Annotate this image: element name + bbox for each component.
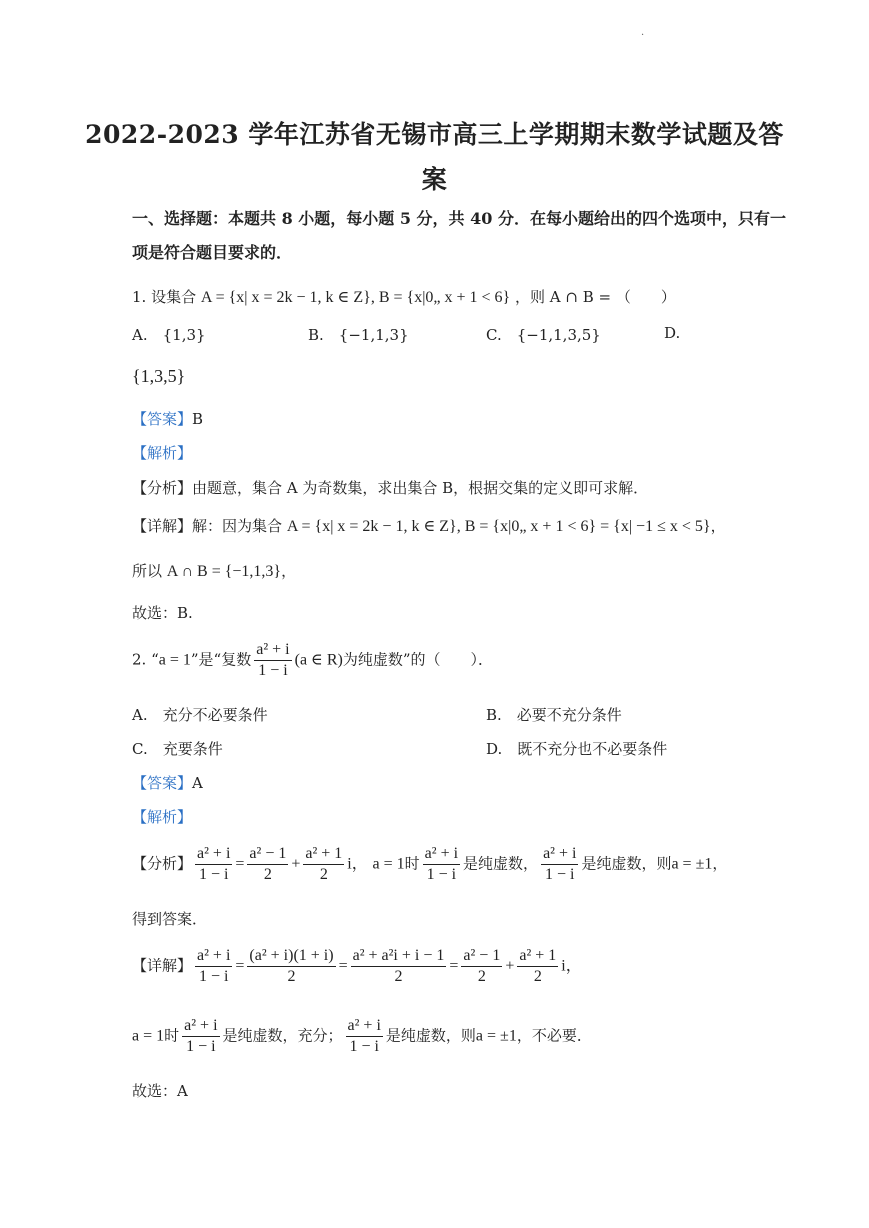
stem-tail: 为纯虚数”的（ ）． <box>342 650 494 669</box>
text: 是纯虚数， <box>463 854 539 873</box>
conclusion-expression: A ∩ B = {−1,1,3} <box>166 563 282 580</box>
quote-open: “ <box>151 650 159 669</box>
fenxi-tag: 【分析】 <box>132 479 193 497</box>
conclusion-lead: 所以 <box>132 562 163 580</box>
fraction: $\frac{\text{a² − 1}}{2}$ <box>463 947 501 985</box>
question-tail: ，则 A ∩ B = （ ） <box>515 288 676 306</box>
plus-sign: + <box>505 957 515 975</box>
option-b: B. {−1,1,3} <box>308 326 409 344</box>
option-c: C. 充要条件 <box>132 740 223 758</box>
choose-line-1: 故选：B. <box>132 604 193 622</box>
question-number: 2. <box>132 650 147 669</box>
detail-line-2 <box>132 946 582 987</box>
text: 是纯虚数，则 <box>581 854 672 873</box>
question-number: 1. <box>132 288 147 306</box>
condition-expression: a = 1 <box>132 1027 165 1045</box>
fraction: $\frac{\text{a² + i}}{1 - i}$ <box>347 1017 381 1055</box>
text: 时 <box>404 854 420 873</box>
equals-sign: = <box>338 957 348 975</box>
detail-tail: ， <box>710 517 726 535</box>
answer-line-1 <box>132 408 203 429</box>
imaginary-unit: i， <box>347 855 368 873</box>
fraction: $\frac{\text{a² − 1}}{2}$ <box>249 845 287 883</box>
question-lead: 设集合 <box>151 288 197 306</box>
result-expression: a = ±1 <box>671 855 713 873</box>
answer-value: B <box>192 410 204 428</box>
page-title-line1: 2022-2023 学年江苏省无锡市高三上学期期末数学试题及答 <box>85 120 784 149</box>
fraction: $\frac{\text{a² + i}}{1 - i}$ <box>197 845 231 883</box>
section-heading-line1: 一、选择题：本题共 8 小题，每小题 5 分，共 40 分．在每小题给出的四个选项中，只有一 <box>132 209 786 228</box>
equals-sign: = <box>449 957 459 975</box>
fraction: $\frac{\text{a² + 1}}{2}$ <box>519 947 557 985</box>
option-b: B. 必要不充分条件 <box>486 706 622 724</box>
option-d-value: {1,3,5} <box>132 366 186 386</box>
fraction: $\frac{\text{a² + i}}{1 - i}$ <box>543 845 577 883</box>
equals-sign: = <box>235 957 245 975</box>
answer-tag: 【答案】 <box>132 410 193 428</box>
text: 时 <box>164 1026 180 1045</box>
detail-lead: 解：因为集合 <box>192 517 283 535</box>
fenxi-line-1 <box>132 477 648 498</box>
detail-line-1 <box>132 515 726 536</box>
question-1-stem <box>132 286 676 307</box>
option-a: A. 充分不必要条件 <box>132 706 268 724</box>
conclusion-line-1 <box>132 560 296 581</box>
fraction: $\frac{\text{a² + i}}{1 - i}$ <box>256 641 290 679</box>
result-expression: a = ±1 <box>475 1027 517 1045</box>
fraction: $\frac{\text{a² + a²i + i − 1}}{2}$ <box>352 947 445 985</box>
option-d: D. <box>664 324 681 342</box>
fraction: $\frac{\text{a² + i}}{1 - i}$ <box>184 1017 218 1055</box>
fenxi-line-2 <box>132 844 727 885</box>
condition-expression: a = 1 <box>158 651 191 669</box>
question-2-stem <box>132 640 493 681</box>
conclusion-tail: ， <box>281 562 297 580</box>
analysis-tag-2: 【解析】 <box>132 808 193 826</box>
fraction: $\frac{\text{(a² + i)(1 + i)}}{2}$ <box>249 947 334 985</box>
detail-expression: A = {x| x = 2k − 1, k ∈ Z}, B = {x|0„ x + 1 < 6} = {x| −1 ≤ x < 5} <box>286 518 711 535</box>
imaginary-unit: i， <box>561 957 582 975</box>
stem-mid: ”是“复数 <box>190 650 252 669</box>
set-expression: A = {x| x = 2k − 1, k ∈ Z}, B = {x|0„ x + 1 < 6} <box>200 289 511 306</box>
detail-tag: 【详解】 <box>132 956 193 975</box>
answer-line-2 <box>132 772 203 793</box>
text: 是纯虚数，则 <box>385 1026 476 1045</box>
fraction: $\frac{\text{a² + 1}}{2}$ <box>305 845 343 883</box>
section-heading-line2: 项是符合题目要求的． <box>132 243 293 262</box>
fraction: $\frac{\text{a² + i}}{1 - i}$ <box>197 947 231 985</box>
option-d: D. 既不充分也不必要条件 <box>486 740 668 758</box>
option-c: C. {−1,1,3,5} <box>486 326 601 344</box>
detail-line-2b <box>132 1016 592 1057</box>
condition-expression: a = 1 <box>372 855 405 873</box>
option-a: A. {1,3} <box>132 326 206 344</box>
fenxi-line-2b: 得到答案． <box>132 910 208 928</box>
fenxi-text: 由题意，集合 A 为奇数集，求出集合 B，根据交集的定义即可求解． <box>192 479 649 497</box>
detail-tag: 【详解】 <box>132 517 193 535</box>
domain-expression: (a ∈ R) <box>294 651 343 669</box>
fenxi-tag: 【分析】 <box>132 854 193 873</box>
plus-sign: + <box>291 855 301 873</box>
answer-value: A <box>192 774 203 792</box>
choose-line-2: 故选：A <box>132 1082 188 1100</box>
text: ，不必要． <box>516 1026 592 1045</box>
corner-mark: · <box>641 30 645 41</box>
page-title-line2: 案 <box>421 165 448 194</box>
equals-sign: = <box>235 855 245 873</box>
text: 是纯虚数，充分； <box>222 1026 343 1045</box>
answer-tag: 【答案】 <box>132 774 193 792</box>
text: ， <box>712 854 728 873</box>
analysis-tag-1: 【解析】 <box>132 444 193 462</box>
fraction: $\frac{\text{a² + i}}{1 - i}$ <box>424 845 459 883</box>
